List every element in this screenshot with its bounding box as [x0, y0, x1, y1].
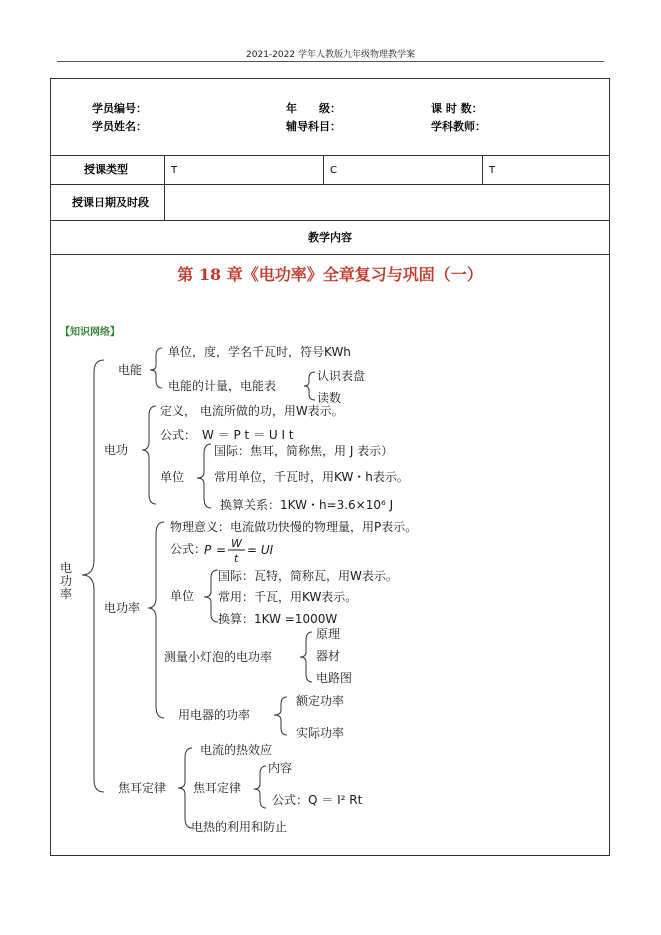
lesson-type-label: 授课类型	[84, 163, 128, 176]
power-formula-eq: =	[216, 543, 227, 557]
work-formula: 公式： W ＝ P t ＝ U I t	[160, 428, 294, 442]
power-formula-ui: = UI	[247, 543, 274, 557]
brace-work-unit	[197, 444, 211, 508]
power-meaning: 物理意义：电流做功快慢的物理量，用P表示。	[170, 520, 418, 534]
subject-teacher-label: 学科教师：	[431, 120, 486, 133]
lesson-type-cell-2: C	[330, 165, 337, 176]
mindmap-root-char-1: 电	[60, 561, 73, 575]
lesson-date-label: 授课日期及时段	[72, 196, 149, 209]
actual-power: 实际功率	[296, 726, 345, 740]
work-definition: 定义， 电流所做的功，用W表示。	[160, 404, 344, 418]
node-electric-work: 电功	[104, 443, 129, 457]
power-unit-si: 国际：瓦特，简称瓦，用W表示。	[218, 569, 398, 583]
heat-use: 电热的利用和防止	[191, 820, 288, 834]
rated-power: 额定功率	[296, 694, 345, 708]
brace-electric-energy	[150, 348, 162, 388]
lesson-type-cell-3: T	[489, 165, 496, 176]
energy-unit: 单位，度，学名千瓦时，符号KWh	[168, 345, 351, 359]
work-unit-label: 单位	[160, 470, 185, 484]
measure-circuit: 电路图	[316, 671, 353, 685]
class-hours-label: 课 时 数：	[431, 102, 483, 115]
chapter-title: 第 18 章《电功率》全章复习与巩固（一）	[177, 265, 483, 284]
brace-electric-work	[142, 406, 156, 504]
mindmap-root-char-2: 功	[60, 574, 73, 588]
power-formula-w: W	[231, 537, 242, 550]
measure-principle: 原理	[316, 627, 341, 641]
brace-joule	[178, 748, 192, 828]
work-unit-common: 常用单位，千瓦时，用KW・h表示。	[214, 470, 409, 484]
student-id-label: 学员编号：	[92, 102, 147, 115]
joule-formula: 公式：Q ＝ I² Rt	[272, 793, 363, 807]
lesson-type-cell-1: T	[171, 165, 178, 176]
student-name-label: 学员姓名：	[92, 120, 147, 133]
brace-meter	[304, 372, 315, 400]
brace-power-unit	[204, 570, 218, 622]
power-unit-label: 单位	[170, 589, 195, 603]
meter-reading: 读数	[317, 391, 342, 405]
joule-law-sub: 焦耳定律	[193, 781, 242, 795]
brace-appliance	[274, 697, 287, 735]
mindmap-root-char-3: 率	[60, 587, 73, 601]
power-unit-conversion: 换算：1KW =1000W	[218, 612, 338, 626]
work-unit-conversion: 换算关系：1KW・h=3.6×10⁶ J	[220, 498, 394, 512]
heat-effect: 电流的热效应	[200, 743, 273, 757]
power-formula-t: t	[234, 552, 239, 565]
tutor-subject-label: 辅导科目：	[286, 120, 341, 133]
page-header: 2021-2022 学年人教版九年级物理教学案	[246, 50, 415, 60]
brace-measure	[300, 632, 312, 682]
measure-bulb-power: 测量小灯泡的电功率	[164, 650, 273, 664]
joule-content: 内容	[268, 761, 293, 775]
node-electric-energy: 电能	[118, 363, 143, 377]
brace-electric-power	[148, 522, 164, 718]
node-electric-power: 电功率	[104, 601, 141, 615]
energy-meter: 电能的计量，电能表	[168, 379, 277, 393]
power-formula-p: P	[204, 543, 212, 557]
root-brace	[82, 360, 104, 792]
content-header: 教学内容	[308, 231, 352, 244]
meter-dial: 认识表盘	[317, 369, 366, 383]
measure-equipment: 器材	[316, 649, 341, 663]
work-unit-si: 国际：焦耳，简称焦，用 J 表示）	[214, 444, 394, 458]
brace-joule-law	[254, 766, 266, 808]
appliance-power: 用电器的功率	[178, 708, 251, 722]
power-unit-common: 常用：千瓦，用KW表示。	[218, 590, 358, 604]
section-label: 【知识网络】	[60, 327, 120, 338]
power-formula-label: 公式：	[170, 542, 207, 556]
node-joule-law: 焦耳定律	[118, 781, 167, 795]
grade-label: 年 级：	[286, 102, 341, 115]
